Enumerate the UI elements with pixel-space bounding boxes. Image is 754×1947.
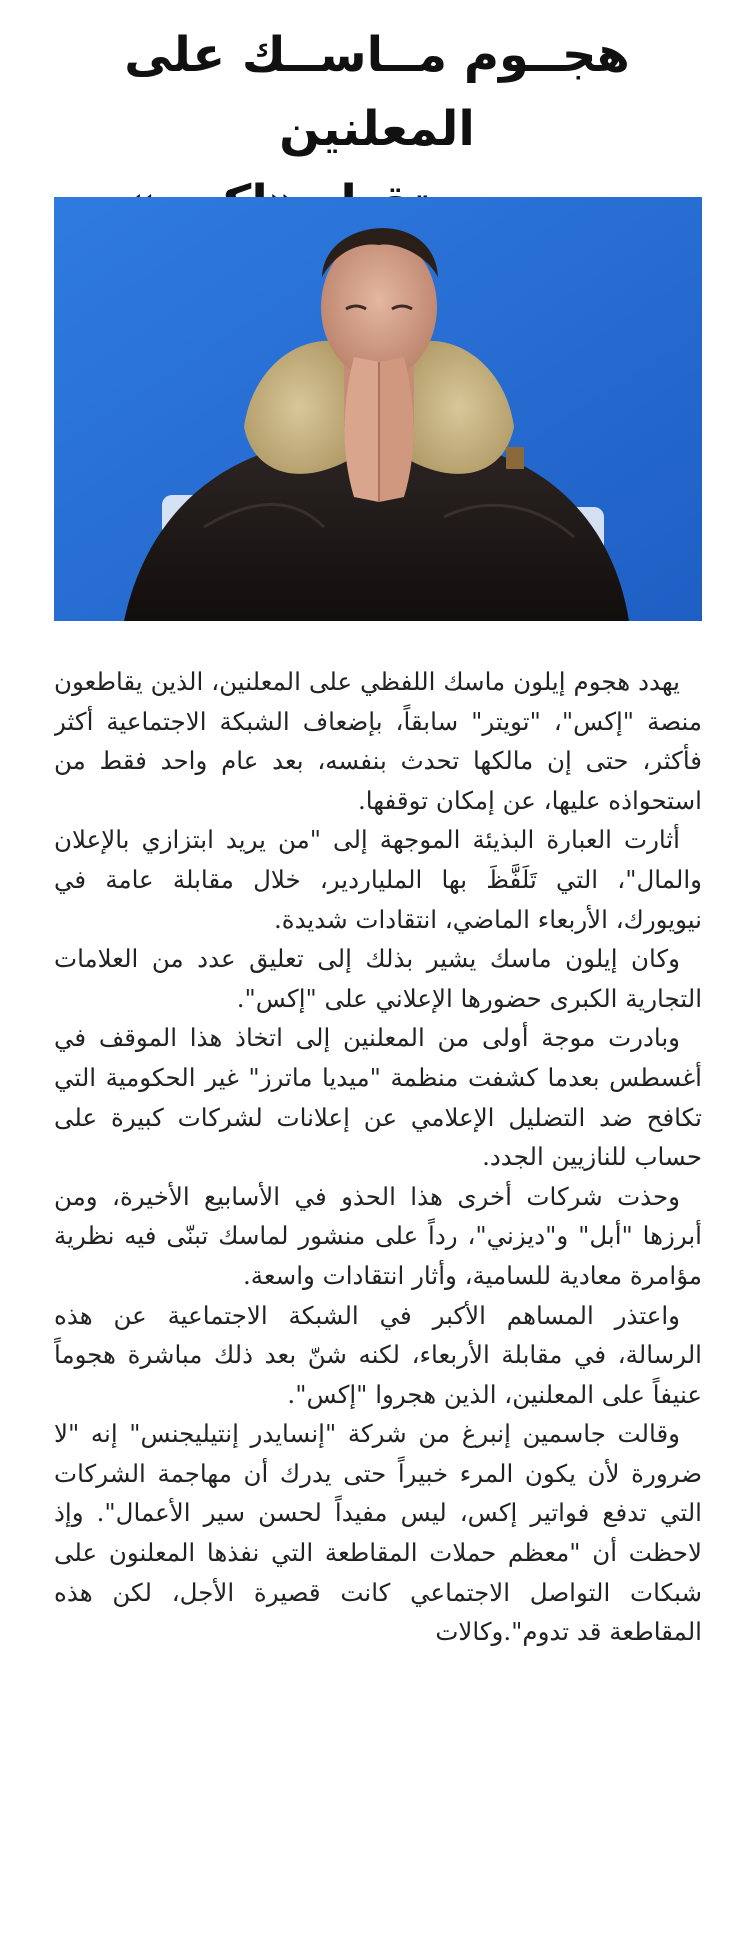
- article-paragraph: وكان إيلون ماسك يشير بذلك إلى تعليق عدد من العلامات التجارية الكبرى حضورها الإعلاني على "إكس".: [54, 944, 702, 1013]
- article-body: [54, 662, 702, 1922]
- article-paragraph: وقالت جاسمين إنبرغ من شركة "إنسايدر إنتيليجنس" إنه "لا ضرورة لأن يكون المرء خبيراً حتى يدرك أن مهاجمة الشركات التي تدفع فواتير إكس، ليس مفيداً لحسن سير الأعمال". وإذ لاحظت أن "معظم حملات المقاطعة التي نفذها المعلنون على شبكات التواصل الاجتماعي كانت قصيرة الأجل، لكن هذه المقاطعة قد تدوم".وكالات: [54, 1419, 702, 1647]
- article-paragraph: يهدد هجوم إيلون ماسك اللفظي على المعلنين، الذين يقاطعون منصة "إكس"، "تويتر" سابقاً، بإضعاف الشبكة الاجتماعية أكثر فأكثر، حتى إن مالكها تحدث بنفسه، بعد عام واحد فقط من استحواذه عليها، عن إمكان توقفها.: [54, 667, 702, 815]
- article-paragraph: وبادرت موجة أولى من المعلنين إلى اتخاذ هذا الموقف في أغسطس بعدما كشفت منظمة "ميديا ماترز" غير الحكومية التي تكافح ضد التضليل الإعلامي عن إعلانات لشركات كبيرة على حساب للنازيين الجدد.: [54, 1023, 702, 1172]
- article-paragraph: أثارت العبارة البذيئة الموجهة إلى "من يريد ابتزازي بالإعلان والمال"، التي تَلَفَّظَ بها الملياردير، خلال مقابلة عامة في نيويورك، الأربعاء الماضي، انتقادات شديدة.: [54, 825, 702, 934]
- article-paragraph: واعتذر المساهم الأكبر في الشبكة الاجتماعية عن هذه الرسالة، في مقابلة الأربعاء، لكنه شنّ بعد ذلك مباشرة هجوماً عنيفاً على المعلنين، الذين هجروا "إكس".: [54, 1300, 702, 1409]
- person-praying-hands-photo-icon: [54, 197, 702, 621]
- article-photo: [54, 197, 702, 621]
- headline-line-1: هجــوم مــاســك على المعلنين: [124, 27, 630, 157]
- article-paragraph: وحذت شركات أخرى هذا الحذو في الأسابيع الأخيرة، ومن أبرزها "أبل" و"ديزني"، رداً على منشور لماسك تبنّى فيه نظرية مؤامرة معادية للسامية، وأثار انتقادات واسعة.: [54, 1181, 702, 1290]
